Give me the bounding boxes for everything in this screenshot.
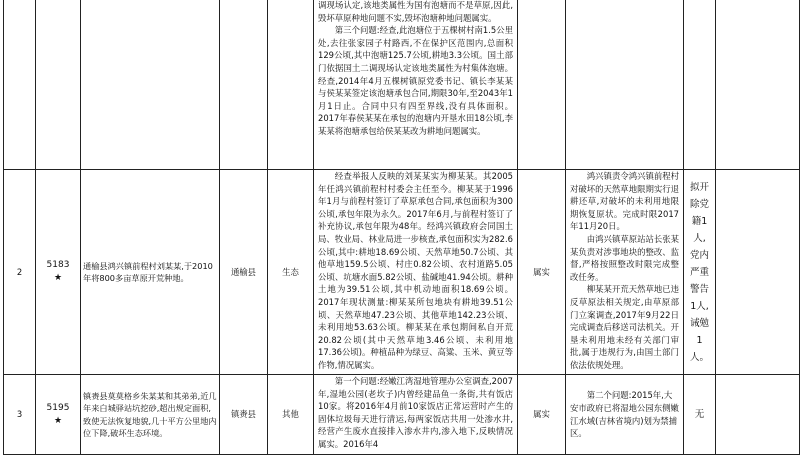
row-sid xyxy=(36,0,81,170)
table-row xyxy=(4,0,800,170)
row-accountability: 拟开除党籍1人,党内严重警告1人,诫勉1人。 xyxy=(684,170,716,375)
row-category: 生态 xyxy=(268,170,314,375)
detail-paragraph: 调现场认定,该地类属性为国有泡塘而不是草原,因此,毁坏草原种地问题不实,毁坏泡塘种地问题属实。 xyxy=(318,0,513,23)
action-paragraph: 第二个问题:2015年,大安市政府已将湿地公园东侧嫩江水域(吉林省境内)划为禁捕区。 xyxy=(570,390,679,439)
row-result xyxy=(518,0,566,170)
sid-number: 5195 xyxy=(46,402,70,413)
row-actions xyxy=(566,375,684,455)
row-issue xyxy=(81,0,220,170)
detail-paragraph: 第三个问题:经查,此泡塘位于五棵树村南1.5公里处,去往张家园子村路西,不在保护区范围内,总面积129公顷,其中泡塘125.7公顷,耕地3.3公顷。国土部门依据国土二调现场认定该地类属性为村集体泡塘。经查,2014年4月五棵树镇原党委书记、镇长李某某与侯某某签定该泡塘承包合同,期限30年,至2043年1月1日止。合同中只有四至界线,没有具体面积。2017年春侯某某在承包的泡塘内开垦水田18公顷,李某某将泡塘承包给侯某某改为耕地问题属实。 xyxy=(318,25,513,136)
row-county xyxy=(220,0,268,170)
row-accountability: 无 xyxy=(684,375,716,455)
table-row xyxy=(4,375,800,455)
sid-number: 5183 xyxy=(46,260,70,270)
row-num: 3 xyxy=(4,375,36,455)
row-county: 通榆县 xyxy=(220,170,268,375)
row-issue: 镇赉县莫莫格乡朱某某和其弟弟,近几年来白城驿站坑挖砂,超出规定面积,致使无法恢复地貌,几十平方公里地内位下降,破坏生态环境。 xyxy=(81,375,220,455)
action-paragraph: 鸿兴镇责令鸿兴镇前程村对破坏的天然草地限期实行退耕还草,对破坏的未利用地限期恢复原状。完成时限2017年11月20日。 xyxy=(570,171,679,232)
row-sid xyxy=(36,170,81,375)
row-actions xyxy=(566,0,684,170)
row-extra xyxy=(716,0,800,170)
petition-table xyxy=(3,0,800,455)
row-result: 属实 xyxy=(518,375,566,455)
star-icon: ★ xyxy=(53,415,63,426)
row-extra xyxy=(716,375,800,455)
table-row xyxy=(4,170,800,375)
row-result: 属实 xyxy=(518,170,566,375)
row-issue: 通榆县鸿兴镇前程村刘某某,于2010年将800多亩草原开荒种地。 xyxy=(81,170,220,375)
row-sid xyxy=(36,375,81,455)
action-paragraph: 由鸿兴镇草原站站长张某某负责对涉事地块的整改、监督,严格按照整改时限完成整改任务。 xyxy=(570,233,679,282)
detail-paragraph: 第一个问题:经嫩江湾湿地管理办公室调查,2007年,湿地公园(老坎子)内曾经建品鱼一条街,共有饭店10家。将2016年4月前10家饭店正常运营时产生的固体垃圾每天进行清运,每两家饭店共用一处渗水井,经营产生废水直接排入渗水井内,渗入地下,反映情况属实。2016年4 xyxy=(318,376,513,449)
row-extra xyxy=(716,170,800,375)
star-icon: ★ xyxy=(53,273,63,283)
row-num: 2 xyxy=(4,170,36,375)
row-category xyxy=(268,0,314,170)
row-county: 镇赉县 xyxy=(220,375,268,455)
row-detail xyxy=(314,0,518,170)
row-actions xyxy=(566,170,684,375)
row-num xyxy=(4,0,36,170)
row-category: 其他 xyxy=(268,375,314,455)
action-paragraph: 柳某某开荒天然草地已违反草原法相关规定,由草原部门立案调查,2017年9月22日完成调查后移送司法机关。开垦未利用地未经有关部门审批,属于违规行为,由国土部门依法依规处理。 xyxy=(570,284,679,370)
row-accountability xyxy=(684,0,716,170)
detail-paragraph: 经查举报人反映的刘某某实为柳某某。其2005年任鸿兴镇前程村村委会主任至今。柳某某于1996年1月与前程村签订了草原承包合同,承包面积为300公顷,承包年限为永久。2017年6月,与前程村签订了补充协议,承包年限为48年。经鸿兴镇政府会同国土局、牧业局、林业局进一步核查,承包面积实为282.6公顷,其中:耕地18.69公顷、天然草地50.7公顷、其他草地159.5公顷、村庄0.82公顷、农村道路5.05公顷、坑塘水面5.82公顷、盐碱地41.94公顷。耕种土地为39.51公顷,其中机动地面积18.69公顷。2017年现状测量:柳某某所包地块有耕地39.51公顷、天然草地47.23公顷、其他草地142.23公顷、未利用地53.63公顷。柳某某在承包期间私自开荒20.82公顷(其中天然草地3.46公顷、未利用地17.36公顷)。种植品种为绿豆、高粱、玉米、黄豆等作物,情况属实。 xyxy=(318,171,513,370)
row-detail xyxy=(314,170,518,375)
row-detail xyxy=(314,375,518,455)
